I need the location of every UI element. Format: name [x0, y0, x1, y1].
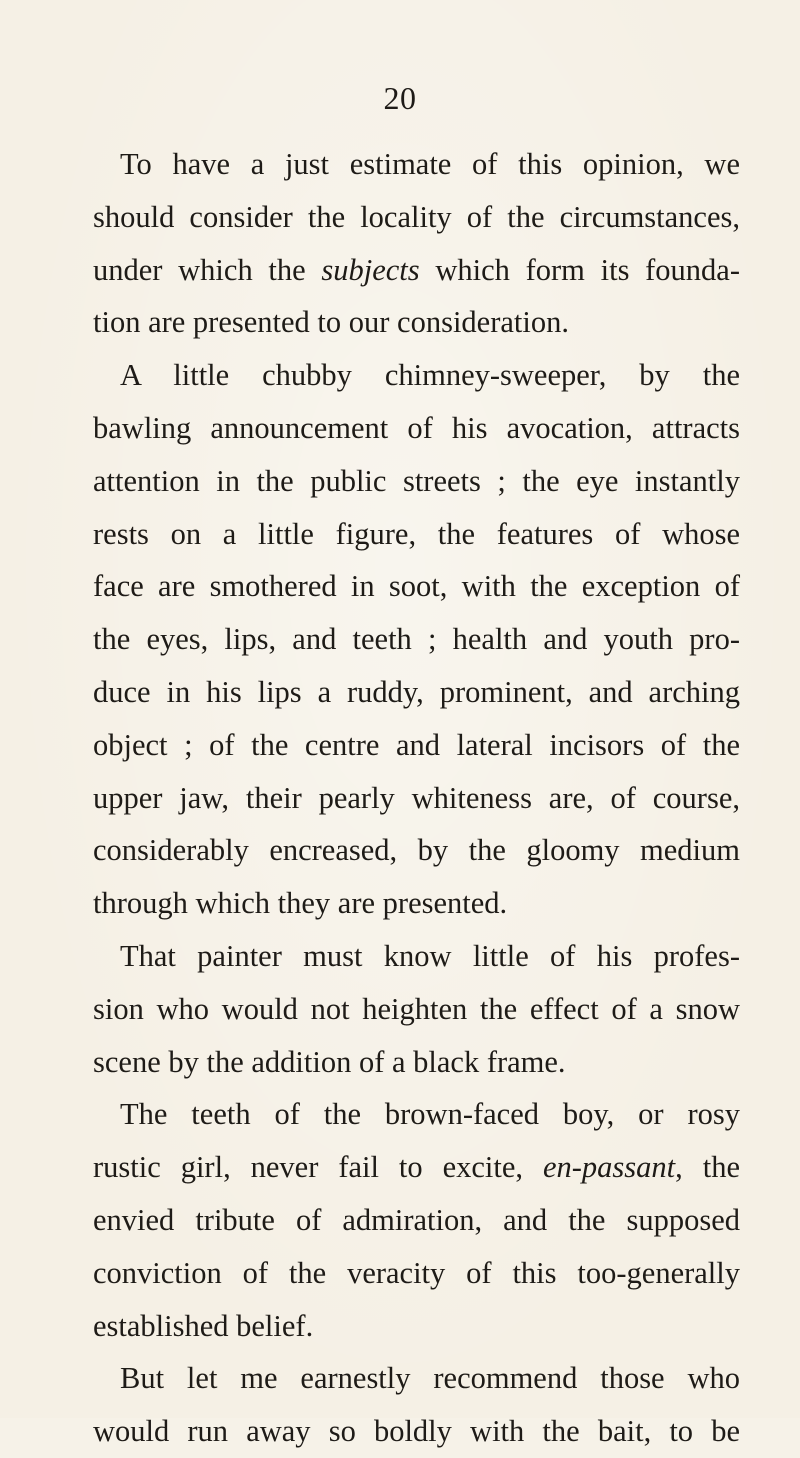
line-text: tion are presented to our consideration. [93, 305, 569, 340]
text-line [93, 296, 740, 349]
text-line [93, 191, 740, 244]
text-line [93, 1036, 740, 1089]
line-text: That painter must know little of his profes- [120, 938, 740, 973]
line-text: , the [675, 1150, 740, 1185]
text-line [93, 244, 740, 297]
text-line [93, 138, 740, 191]
line-text: should consider the locality of the circumstances, [93, 199, 740, 234]
line-text: under which the [93, 252, 322, 287]
text-line [93, 560, 740, 613]
line-text: considerably encreased, by the gloomy medium [93, 833, 740, 868]
line-text: duce in his lips a ruddy, prominent, and arching [93, 674, 740, 709]
text-line [93, 772, 740, 825]
line-text: envied tribute of admiration, and the supposed [93, 1202, 740, 1237]
line-text: would run away so boldly with the bait, to be [93, 1414, 740, 1449]
italic-text: subjects [321, 252, 420, 287]
line-text: established belief. [93, 1308, 314, 1343]
italic-text: en-passant [542, 1150, 676, 1185]
line-text: But let me earnestly recommend those who [120, 1361, 740, 1396]
line-text: rustic girl, never fail to excite, [93, 1150, 543, 1185]
text-line [93, 1194, 740, 1247]
line-text: attention in the public streets ; the eye instantly [93, 463, 740, 498]
line-text: To have a just estimate of this opinion, we [120, 147, 740, 181]
text-line [93, 613, 740, 666]
text-line [93, 877, 740, 930]
text-line [93, 824, 740, 877]
text-line [93, 508, 740, 561]
line-text: The teeth of the brown-faced boy, or rosy [120, 1097, 740, 1132]
text-line [93, 1405, 740, 1458]
line-text: rests on a little figure, the features of whose [93, 516, 740, 551]
line-text: upper jaw, their pearly whiteness are, of course, [93, 780, 740, 815]
text-line [93, 349, 740, 402]
line-text: which form its founda- [419, 252, 740, 287]
text-line [93, 930, 740, 983]
text-line [93, 1247, 740, 1300]
line-text: A little chubby chimney-sweeper, by the [120, 358, 740, 393]
line-text: face are smothered in soot, with the exception of [93, 569, 740, 604]
line-text: sion who would not heighten the effect of a snow [93, 991, 740, 1026]
text-line [93, 455, 740, 508]
text-line [93, 666, 740, 719]
text-line [93, 719, 740, 772]
text-line [93, 1300, 740, 1353]
text-line [93, 402, 740, 455]
text-line [93, 1141, 740, 1194]
text-line [93, 1352, 740, 1405]
page-number: 20 [383, 80, 417, 116]
line-text: conviction of the veracity of this too-generally [93, 1255, 740, 1290]
line-text: scene by the addition of a black frame. [93, 1044, 566, 1079]
line-text: object ; of the centre and lateral incisors of the [93, 727, 740, 762]
line-text: the eyes, lips, and teeth ; health and youth pro- [93, 622, 740, 657]
line-text: bawling announcement of his avocation, attracts [93, 410, 740, 445]
line-text: through which they are presented. [93, 886, 508, 921]
text-line [93, 1088, 740, 1141]
text-line [93, 983, 740, 1036]
body-text [93, 138, 740, 1458]
